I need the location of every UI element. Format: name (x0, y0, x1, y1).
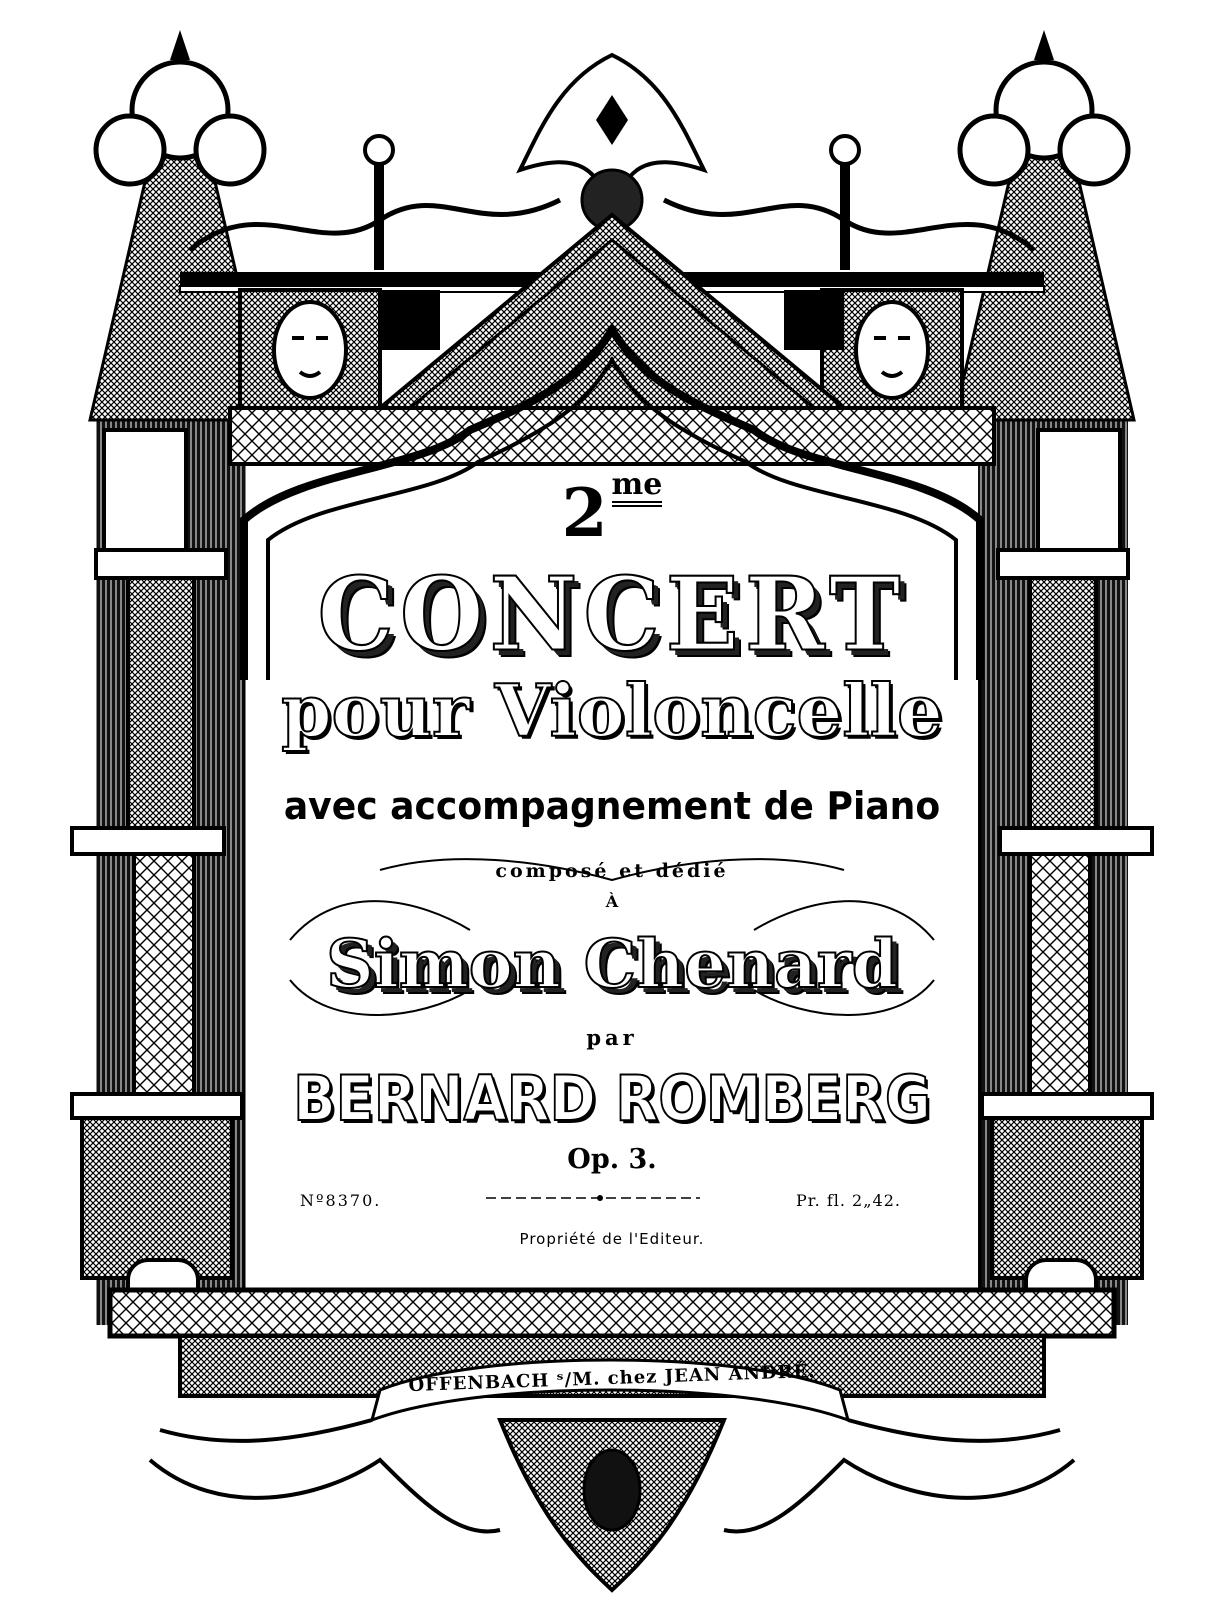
concert-number (0, 467, 1224, 552)
dedication-to: À (605, 892, 619, 911)
accompaniment-line: avec accompagnement de Piano (283, 784, 941, 828)
plate-number: Nº8370. (300, 1191, 382, 1210)
dedicatee-name: Simon Chenard (326, 925, 898, 1003)
composer-name: BERNARD ROMBERG (293, 1062, 931, 1135)
publisher-imprint: OFFENBACH ˢ/M. chez JEAN ANDRÉ. (408, 1360, 816, 1397)
publisher-property-note: Propriété de l'Editeur. (519, 1230, 705, 1248)
work-title: CONCERT (317, 555, 907, 674)
instrument-line: pour Violoncelle (281, 668, 943, 753)
concert-number-suffix: me (612, 470, 663, 507)
price: Pr. fl. 2„42. (796, 1191, 901, 1210)
left-mask-panel (240, 290, 380, 408)
composed-dedicated-line: composé et dédié (495, 860, 729, 882)
concert-number-digit: 2 (561, 474, 608, 552)
by-line: par (586, 1025, 638, 1050)
opus-number: Op. 3. (567, 1144, 657, 1175)
